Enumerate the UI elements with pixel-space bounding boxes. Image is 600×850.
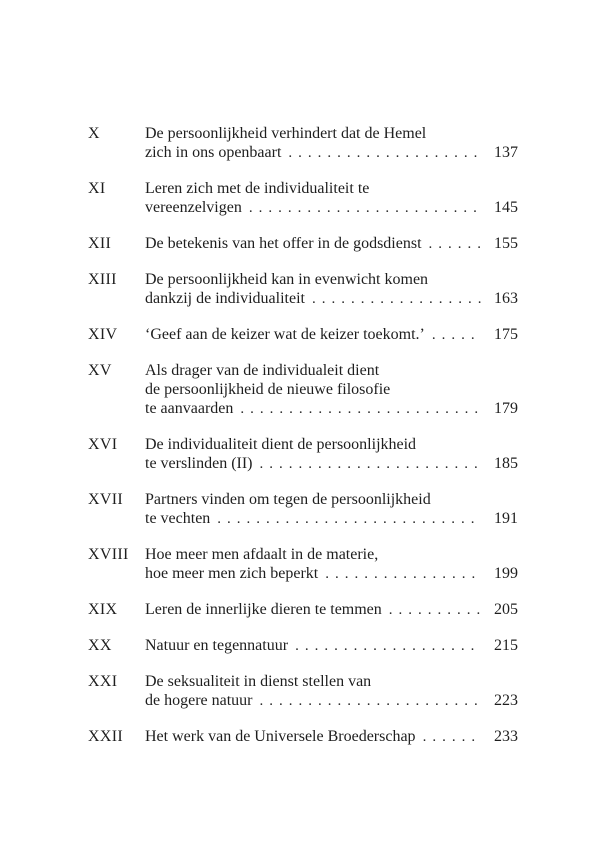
chapter-numeral: XXI bbox=[88, 673, 118, 690]
toc-entry bbox=[88, 435, 518, 474]
title-last-line bbox=[145, 198, 518, 218]
dot-leader bbox=[260, 691, 481, 711]
page-number: 137 bbox=[494, 144, 518, 161]
dot-leader bbox=[389, 600, 481, 620]
dot-leader bbox=[325, 564, 481, 584]
title-line: de persoonlijkheid de nieuwe filosofie bbox=[145, 381, 391, 398]
page-number: 191 bbox=[494, 510, 518, 527]
toc-entry bbox=[88, 672, 518, 711]
title-text: Leren de innerlijke dieren te temmen bbox=[145, 601, 382, 618]
chapter-numeral: XX bbox=[88, 637, 112, 654]
dot-leader bbox=[432, 325, 481, 345]
title-last-line bbox=[145, 399, 518, 419]
title-last-line bbox=[145, 600, 518, 620]
page-number: 215 bbox=[494, 637, 518, 654]
chapter-numeral: XVII bbox=[88, 491, 123, 508]
page-number: 155 bbox=[494, 235, 518, 252]
title-text: te vechten bbox=[145, 510, 211, 527]
dot-leader bbox=[240, 399, 481, 419]
chapter-title-block bbox=[145, 270, 518, 309]
page-number: 163 bbox=[494, 290, 518, 307]
chapter-numeral: XVI bbox=[88, 436, 118, 453]
toc-entry bbox=[88, 179, 518, 218]
chapter-numeral: XIV bbox=[88, 326, 118, 343]
dot-leader bbox=[260, 454, 481, 474]
title-last-line bbox=[145, 509, 518, 529]
title-line: De individualiteit dient de persoonlijkheid bbox=[145, 436, 417, 453]
page-number: 175 bbox=[494, 326, 518, 343]
dot-leader bbox=[249, 198, 481, 218]
page-number: 145 bbox=[494, 199, 518, 216]
title-last-line bbox=[145, 564, 518, 584]
title-line: Leren zich met de individualiteit te bbox=[145, 180, 370, 197]
title-last-line bbox=[145, 636, 518, 656]
toc-entry bbox=[88, 636, 518, 656]
toc-entry bbox=[88, 124, 518, 163]
dot-leader bbox=[295, 636, 481, 656]
title-line: De seksualiteit in dienst stellen van bbox=[145, 673, 372, 690]
chapter-numeral: XI bbox=[88, 180, 106, 197]
chapter-title-block bbox=[145, 325, 518, 345]
title-text: de hogere natuur bbox=[145, 692, 253, 709]
chapter-numeral: XV bbox=[88, 362, 112, 379]
chapter-numeral: XII bbox=[88, 235, 112, 252]
chapter-title-block bbox=[145, 361, 518, 419]
page-number: 199 bbox=[494, 565, 518, 582]
chapter-title-block bbox=[145, 234, 518, 254]
title-line: Partners vinden om tegen de persoonlijkheid bbox=[145, 491, 431, 508]
title-text: Natuur en tegennatuur bbox=[145, 637, 289, 654]
toc-entry bbox=[88, 361, 518, 419]
chapter-title-block bbox=[145, 490, 518, 529]
title-text: Het werk van de Universele Broederschap bbox=[145, 728, 416, 745]
title-last-line bbox=[145, 325, 518, 345]
page-number: 185 bbox=[494, 455, 518, 472]
title-last-line bbox=[145, 727, 518, 747]
title-text: De betekenis van het offer in de godsdienst bbox=[145, 235, 422, 252]
toc-entry bbox=[88, 727, 518, 747]
dot-leader bbox=[429, 234, 481, 254]
title-text: te verslinden (II) bbox=[145, 455, 253, 472]
dot-leader bbox=[423, 727, 481, 747]
chapter-title-block bbox=[145, 672, 518, 711]
title-line: Hoe meer men afdaalt in de materie, bbox=[145, 546, 379, 563]
toc-entry bbox=[88, 325, 518, 345]
chapter-numeral: XIII bbox=[88, 271, 117, 288]
title-last-line bbox=[145, 454, 518, 474]
toc-entry bbox=[88, 545, 518, 584]
chapter-title-block bbox=[145, 600, 518, 620]
title-line: Als drager van de individualeit dient bbox=[145, 362, 380, 379]
page-number: 205 bbox=[494, 601, 518, 618]
page-number: 233 bbox=[494, 728, 518, 745]
title-last-line bbox=[145, 289, 518, 309]
chapter-numeral: XIX bbox=[88, 601, 118, 618]
title-text: zich in ons openbaart bbox=[145, 144, 282, 161]
title-text: te aanvaarden bbox=[145, 400, 234, 417]
title-text: vereenzelvigen bbox=[145, 199, 242, 216]
toc-entry bbox=[88, 234, 518, 254]
chapter-title-block bbox=[145, 545, 518, 584]
dot-leader bbox=[312, 289, 481, 309]
chapter-numeral: XXII bbox=[88, 728, 123, 745]
title-text: ‘Geef aan de keizer wat de keizer toekomt.’ bbox=[145, 326, 425, 343]
chapter-title-block bbox=[145, 636, 518, 656]
title-text: hoe meer men zich beperkt bbox=[145, 565, 319, 582]
title-last-line bbox=[145, 143, 518, 163]
chapter-title-block bbox=[145, 124, 518, 163]
chapter-title-block bbox=[145, 179, 518, 218]
title-line: De persoonlijkheid verhindert dat de Hemel bbox=[145, 125, 427, 142]
chapter-title-block bbox=[145, 435, 518, 474]
chapter-numeral: X bbox=[88, 125, 100, 142]
chapter-numeral: XVIII bbox=[88, 546, 129, 563]
title-text: dankzij de individualiteit bbox=[145, 290, 305, 307]
title-last-line bbox=[145, 691, 518, 711]
toc-entry bbox=[88, 270, 518, 309]
title-line: De persoonlijkheid kan in evenwicht komen bbox=[145, 271, 429, 288]
page-number: 179 bbox=[494, 400, 518, 417]
toc-entry bbox=[88, 600, 518, 620]
chapter-title-block bbox=[145, 727, 518, 747]
dot-leader bbox=[288, 143, 481, 163]
toc-list bbox=[88, 124, 518, 747]
toc-entry bbox=[88, 490, 518, 529]
title-last-line bbox=[145, 234, 518, 254]
page-number: 223 bbox=[494, 692, 518, 709]
dot-leader bbox=[217, 509, 481, 529]
